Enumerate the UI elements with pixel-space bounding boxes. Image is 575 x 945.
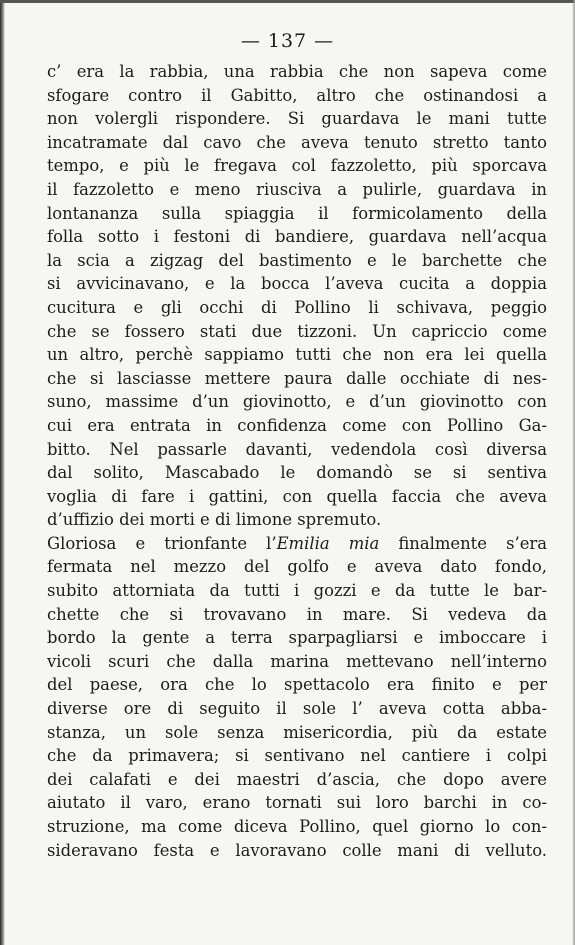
text-line: del paese, ora che lo spettacolo era finito e per — [47, 675, 547, 695]
ship-name-italic: Emilia mia — [276, 533, 380, 553]
text-line: si avvicinavano, e la bocca l’aveva cucita a doppia — [47, 274, 547, 294]
text-line: c’ era la rabbia, una rabbia che non sapeva come — [47, 62, 547, 81]
text-line: non volergli rispondere. Si guardava le mani tutte — [47, 109, 547, 129]
text-line: voglia di fare i gattini, con quella faccia che aveva — [47, 486, 547, 506]
text-line: dei calafati e dei maestri d’ascia, che dopo avere — [47, 769, 547, 789]
text-line: chette che si trovavano in mare. Si vedeva da — [47, 604, 547, 624]
text-line: folla sotto i festoni di bandiere, guardava nell’acqua — [47, 227, 547, 247]
page-spine-shadow — [0, 0, 5, 945]
body-text — [47, 60, 547, 862]
text-line: la scia a zigzag del bastimento e le barchette che — [47, 250, 547, 270]
page-top-edge — [0, 0, 575, 3]
text-line: tempo, e più le fregava col fazzoletto, più sporcava — [47, 156, 547, 176]
text-line: vicoli scuri che dalla marina mettevano nell’interno — [47, 651, 547, 671]
text-line: il fazzoletto e meno riusciva a pulirle, guardava in — [47, 179, 547, 199]
text-line: stanza, un sole senza misericordia, più da estate — [47, 722, 547, 742]
text-line: fermata nel mezzo del golfo e aveva dato fondo, — [47, 557, 547, 577]
text-line-paragraph-start — [47, 532, 547, 556]
text-line: incatramate dal cavo che aveva tenuto stretto tanto — [47, 132, 547, 152]
text-line: subito attorniata da tutti i gozzi e da tutte le bar- — [47, 581, 547, 601]
text-line: sfogare contro il Gabitto, altro che ostinandosi a — [47, 85, 547, 105]
text-line-paragraph-end: d’uffizio dei morti e di limone spremuto. — [47, 510, 382, 530]
text-line: aiutato il varo, erano tornati sui loro barchi in co- — [47, 793, 547, 813]
text-line: struzione, ma come diceva Pollino, quel giorno lo con- — [47, 817, 547, 836]
text-line: diverse ore di seguito il sole l’ aveva cotta abba- — [47, 699, 547, 719]
text-segment: Gloriosa e trionfante l’ — [47, 533, 277, 553]
text-line: bitto. Nel passarle davanti, vedendola così diversa — [47, 439, 547, 459]
text-line: bordo la gente a terra sparpagliarsi e imboccare i — [47, 628, 547, 648]
text-line: cui era entrata in confidenza come con Pollino Ga- — [47, 415, 547, 435]
text-line: dal solito, Mascabado le domandò se si sentiva — [47, 463, 547, 483]
text-line: un altro, perchè sappiamo tutti che non era lei quella — [47, 345, 547, 365]
page-number: — 137 — — [240, 30, 335, 52]
text-line: cucitura e gli occhi di Pollino li schivava, peggio — [47, 297, 547, 317]
text-line: lontananza sulla spiaggia il formicolamento della — [47, 203, 547, 223]
text-line: suno, massime d’un giovinotto, e d’un giovinotto con — [47, 392, 547, 412]
text-line: che se fossero stati due tizzoni. Un capriccio come — [47, 321, 547, 341]
text-line: sideravano festa e lavoravano colle mani di velluto. — [47, 840, 547, 860]
text-line: che si lasciasse mettere paura dalle occhiate di nes- — [47, 368, 547, 388]
text-segment: finalmente s’era — [379, 533, 547, 553]
text-line: che da primavera; si sentivano nel cantiere i colpi — [47, 746, 547, 766]
